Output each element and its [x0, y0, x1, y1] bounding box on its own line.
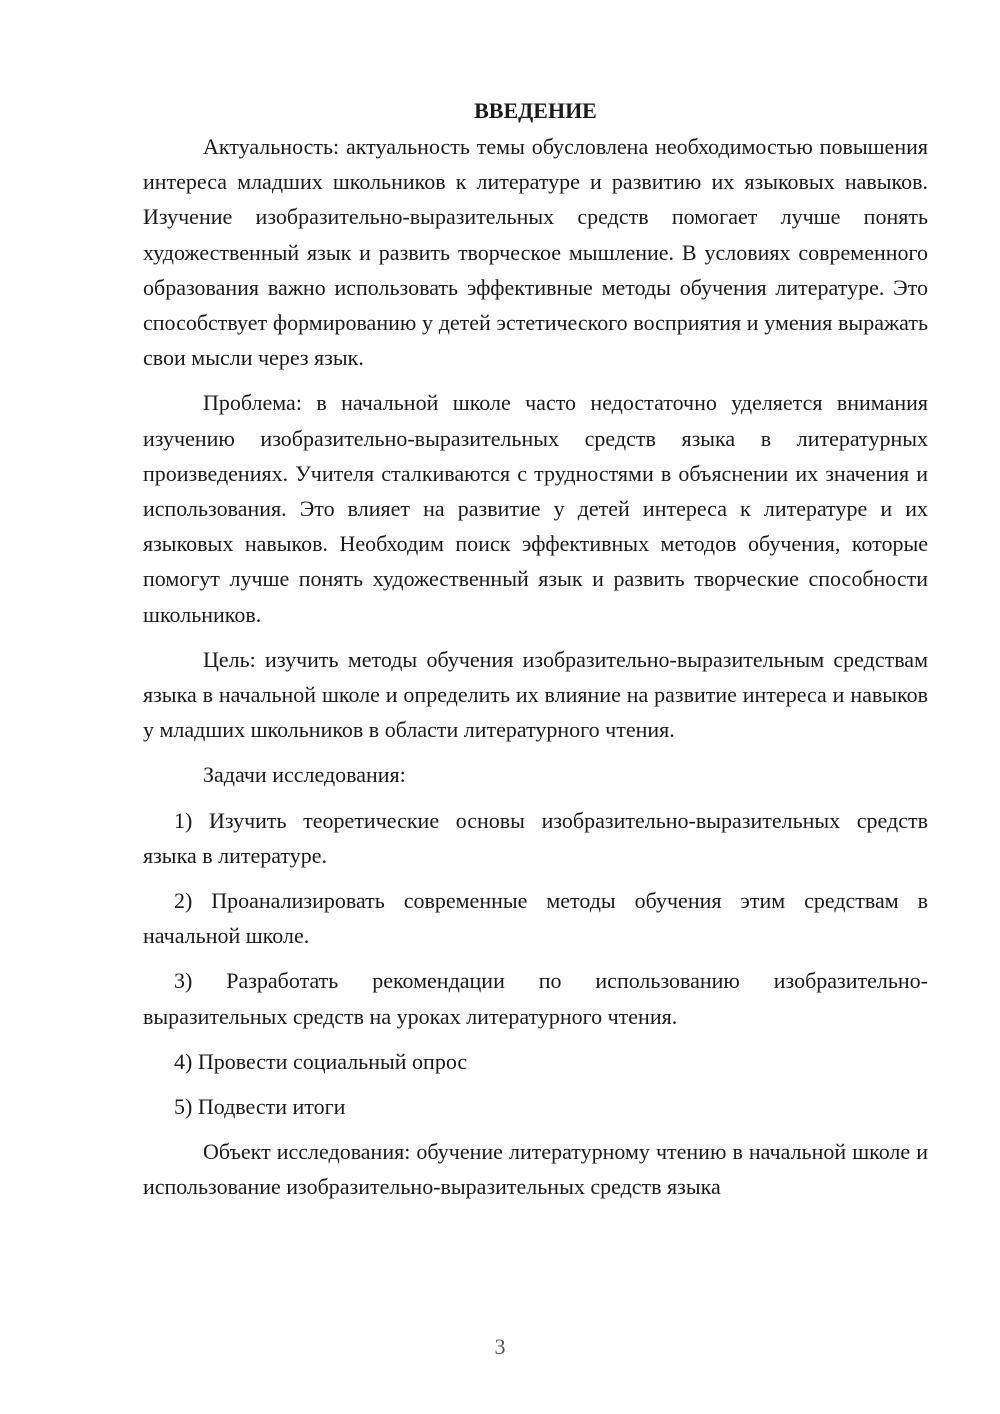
section-heading: ВВЕДЕНИЕ	[474, 98, 597, 123]
problem-paragraph: Проблема: в начальной школе часто недостаточно уделяется внимания изучению изобразительно-выразительных средств языка в литературных произведениях. Учителя сталкиваются с трудностями в объяснении их значения и использования. Это влияет на развитие у детей интереса к литературе и их языковых навыков. Необходим поиск эффективных методов обучения, которые помогут лучше понять художественный язык и развить творческие способности школьников.	[143, 390, 928, 627]
relevance-paragraph: Актуальность: актуальность темы обусловлена необходимостью повышения интереса младших школьников к литературе и развитию их языковых навыков. Изучение изобразительно-выразительных средств помогает лучше понять художественный язык и развить творческое мышление. В условиях современного образования важно использовать эффективные методы обучения литературе. Это способствует формированию у детей эстетического восприятия и умения выражать свои мысли через язык.	[143, 134, 928, 371]
task-item-4: 4) Провести социальный опрос	[174, 1048, 468, 1074]
task-item-1: 1) Изучить теоретические основы изобразительно-выразительных средств языка в литературе.	[143, 807, 928, 868]
task-item-2: 2) Проанализировать современные методы обучения этим средствам в начальной школе.	[143, 888, 928, 949]
goal-paragraph: Цель: изучить методы обучения изобразительно-выразительным средствам языка в начальной школе и определить их влияние на развитие интереса и навыков у младших школьников в области литературного чтения.	[143, 646, 928, 743]
task-item-3: 3) Разработать рекомендации по использованию изобразительно-выразительных средств на уроках литературного чтения.	[143, 968, 928, 1029]
object-paragraph: Объект исследования: обучение литературному чтению в начальной школе и использование изобразительно-выразительных средств языка	[143, 1139, 928, 1200]
tasks-label: Задачи исследования:	[203, 762, 406, 788]
page-body	[143, 93, 928, 1215]
page-number: 3	[494, 1334, 506, 1359]
task-item-5: 5) Подвести итоги	[174, 1094, 346, 1120]
